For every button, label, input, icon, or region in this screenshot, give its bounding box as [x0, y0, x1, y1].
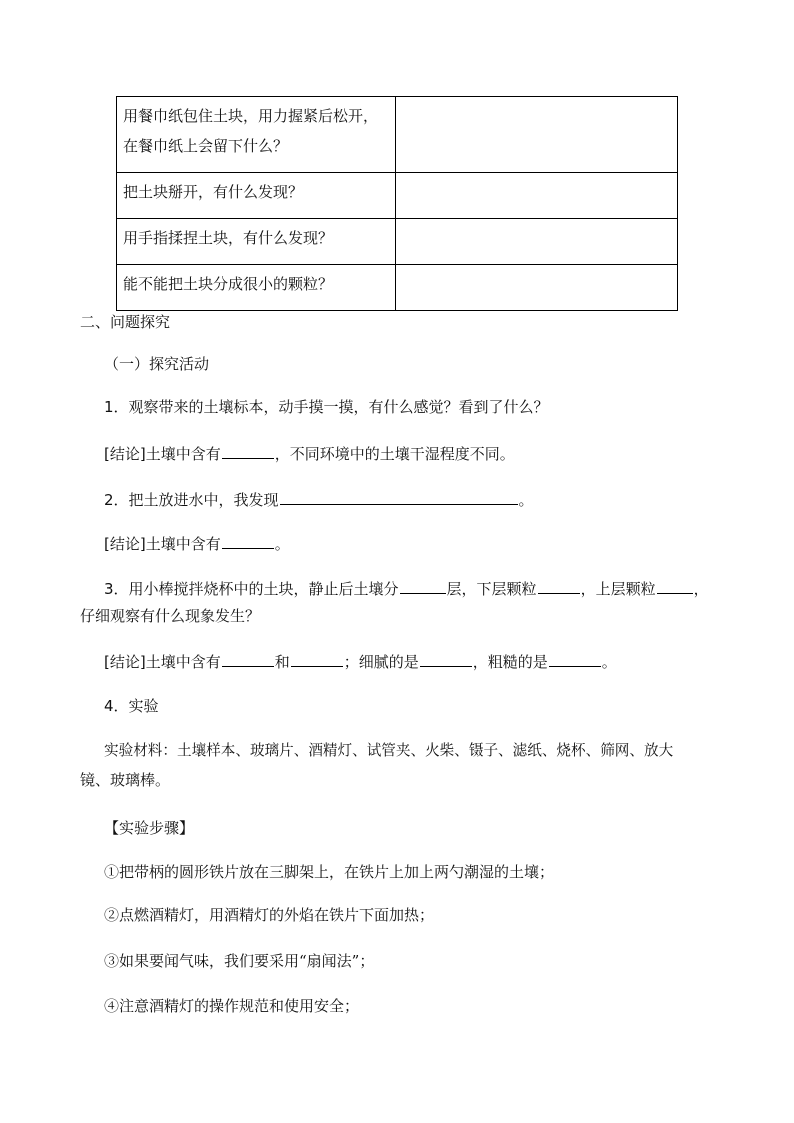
table-question-cell: 用手指揉捏土块，有什么发现？	[117, 219, 396, 265]
question-2: 2．把土放进水中，我发现 。	[104, 491, 534, 509]
step-item: ②点燃酒精灯，用酒精灯的外焰在铁片下面加热；	[104, 906, 435, 924]
section-heading: 二、问题探究	[80, 313, 171, 331]
steps-heading: 【实验步骤】	[104, 819, 195, 837]
table-row	[117, 219, 678, 265]
table-answer-cell[interactable]	[396, 219, 678, 265]
fill-blank[interactable]	[222, 651, 274, 667]
step-item: ④注意酒精灯的操作规范和使用安全；	[104, 997, 360, 1015]
fill-blank[interactable]	[291, 651, 343, 667]
table-question-cell	[117, 97, 396, 173]
table-question-cell: 把土块掰开，有什么发现？	[117, 173, 396, 219]
conclusion-2: [结论]土壤中含有 。	[104, 535, 290, 553]
table-answer-cell[interactable]	[396, 173, 678, 219]
table-question-cell: 能不能把土块分成很小的颗粒？	[117, 265, 396, 311]
table-row	[117, 97, 678, 173]
fill-blank[interactable]	[657, 578, 693, 594]
materials-text-line2: 镜、玻璃棒。	[80, 771, 171, 789]
fill-blank[interactable]	[538, 578, 580, 594]
conclusion-1: [结论]土壤中含有 ，不同环境中的土壤干湿程度不同。	[104, 445, 515, 463]
fill-blank[interactable]	[400, 578, 446, 594]
materials-text: 实验材料：土壤样本、玻璃片、酒精灯、试管夹、火柴、镊子、滤纸、烧杯、筛网、放大	[104, 742, 674, 759]
sub-heading: （一）探究活动	[104, 355, 210, 373]
question-3-line2: 仔细观察有什么现象发生？	[80, 607, 261, 625]
table-row	[117, 173, 678, 219]
fill-blank[interactable]	[280, 489, 518, 505]
fill-blank[interactable]	[420, 651, 472, 667]
step-item: ③如果要闻气味，我们要采用“扇闻法”；	[104, 952, 375, 970]
question-text: 用餐巾纸包住土块，用力握紧后松开，	[123, 107, 379, 125]
table-row	[117, 265, 678, 311]
table-answer-cell[interactable]	[396, 97, 678, 173]
question-text: 在餐巾纸上会留下什么？	[123, 137, 289, 155]
fill-blank[interactable]	[222, 533, 274, 549]
fill-blank[interactable]	[549, 651, 601, 667]
table-answer-cell[interactable]	[396, 265, 678, 311]
observation-table	[116, 96, 678, 311]
question-4: 4．实验	[104, 697, 159, 715]
conclusion-3: [结论]土壤中含有 和 ；细腻的是 ，粗糙的是 。	[104, 653, 617, 671]
fill-blank[interactable]	[222, 443, 274, 459]
question-1: 1．观察带来的土壤标本，动手摸一摸，有什么感觉？看到了什么？	[104, 398, 549, 416]
step-item: ①把带柄的圆形铁片放在三脚架上，在铁片上加上两勺潮湿的土壤；	[104, 863, 555, 881]
question-3: 3．用小棒搅拌烧杯中的土块，静止后土壤分 层，下层颗粒 ，上层颗粒 ，	[104, 580, 709, 598]
